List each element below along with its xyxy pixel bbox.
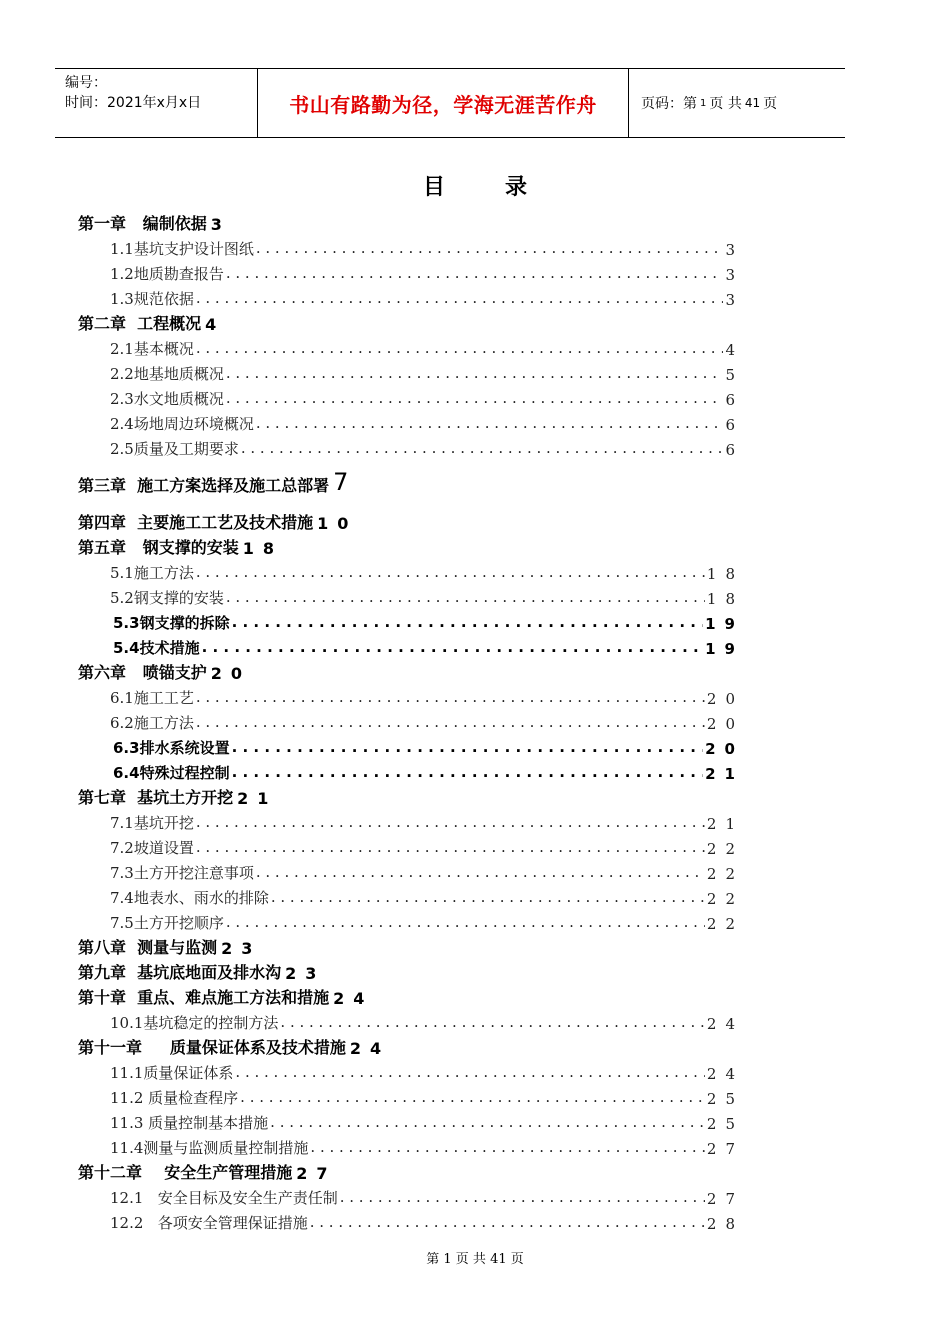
- toc-entry-label: 第十一章 质量保证体系及技术措施: [78, 1038, 346, 1057]
- toc-leader-dots: [310, 1138, 705, 1158]
- toc-entry-page: 20: [705, 740, 744, 758]
- toc-entry-page: 22: [706, 865, 744, 883]
- toc-entry-page: 24: [706, 1015, 744, 1033]
- toc-entry[interactable]: [0, 360, 950, 384]
- toc-entry-page: 24: [706, 1065, 744, 1083]
- toc-entry[interactable]: [0, 909, 950, 933]
- toc-leader-dots: [226, 588, 705, 608]
- toc-leader-dots: [196, 838, 705, 858]
- toc-entry-label: 第七章 基坑土方开挖: [78, 788, 234, 807]
- toc-entry-page: 19: [705, 615, 744, 633]
- toc-entry-label: 5.4技术措施: [113, 639, 200, 657]
- toc-entry-page: 23: [221, 939, 262, 958]
- toc-leader-dots: [202, 638, 704, 658]
- toc-entry-label: 2.4场地周边环境概况: [110, 415, 254, 433]
- toc-leader-dots: [226, 389, 724, 409]
- toc-entry-label: 第十章 重点、难点施工方法和措施: [78, 988, 330, 1007]
- page-header: [55, 68, 845, 138]
- toc-entry-page: 20: [706, 690, 744, 708]
- toc-leader-dots: [241, 439, 724, 459]
- toc-leader-dots: [196, 688, 705, 708]
- toc-leader-dots: [196, 813, 705, 833]
- toc-entry[interactable]: [0, 385, 950, 409]
- page-current: 1: [700, 97, 707, 109]
- toc-entry[interactable]: [0, 1084, 950, 1108]
- toc-entry-label: 1.2地质勘查报告: [110, 265, 224, 283]
- toc-entry-page: 25: [706, 1115, 744, 1133]
- toc-leader-dots: [271, 888, 705, 908]
- toc-entry-label: 7.2坡道设置: [110, 839, 194, 857]
- toc-entry[interactable]: [0, 235, 950, 259]
- toc-entry-page: 28: [706, 1215, 744, 1233]
- toc-entry[interactable]: [0, 1159, 950, 1183]
- footer-total: 41: [490, 1252, 507, 1267]
- toc-entry-page: 20: [210, 664, 251, 683]
- toc-entry[interactable]: [0, 959, 950, 983]
- toc-entry[interactable]: [0, 809, 950, 833]
- toc-entry[interactable]: [0, 759, 950, 783]
- toc-entry-label: 5.2钢支撑的安装: [110, 589, 224, 607]
- toc-entry[interactable]: [0, 1209, 950, 1233]
- toc-entry-page: 21: [706, 815, 744, 833]
- toc-entry[interactable]: [0, 834, 950, 858]
- toc-entry-page: 22: [706, 890, 744, 908]
- toc-entry[interactable]: [0, 1034, 950, 1058]
- toc-leader-dots: [196, 563, 705, 583]
- toc-leader-dots: [310, 1213, 705, 1233]
- document-number-label: 编号：: [65, 75, 107, 91]
- footer-mid: 页 共: [455, 1252, 486, 1267]
- document-time-label: 时间：2021年x月x日: [65, 95, 202, 111]
- toc-entry[interactable]: [0, 410, 950, 434]
- toc-entry-page: 7: [333, 472, 349, 496]
- toc-entry-label: 2.1基本概况: [110, 340, 194, 358]
- toc-entry-page: 4: [205, 315, 226, 334]
- toc-entry-page: 3: [725, 266, 744, 284]
- toc-entry-page: 10: [317, 514, 358, 533]
- header-divider: [628, 69, 629, 137]
- toc-entry-label: 10.1基坑稳定的控制方法: [110, 1014, 279, 1032]
- toc-leader-dots: [196, 289, 724, 309]
- toc-entry[interactable]: [0, 934, 950, 958]
- toc-entry-page: 23: [285, 964, 326, 983]
- toc-leader-dots: [196, 713, 705, 733]
- footer-current: 1: [443, 1252, 452, 1267]
- page-total: 41: [744, 96, 761, 110]
- toc-entry-label: 6.4特殊过程控制: [113, 764, 230, 782]
- toc-entry-page: 5: [725, 366, 744, 384]
- toc-entry[interactable]: [0, 984, 950, 1008]
- toc-leader-dots: [226, 364, 724, 384]
- page-suffix: 页: [763, 96, 778, 112]
- toc-entry-page: 22: [706, 840, 744, 858]
- toc-leader-dots: [270, 1113, 705, 1133]
- toc-entry-label: 第四章 主要施工工艺及技术措施: [78, 513, 314, 532]
- toc-entry-page: 24: [349, 1039, 391, 1058]
- toc-entry-page: 3: [725, 241, 744, 259]
- toc-entry[interactable]: [0, 472, 950, 496]
- toc-entry-label: 第三章 施工方案选择及施工总部署: [78, 476, 330, 495]
- toc-entry[interactable]: [0, 285, 950, 309]
- page-footer: [0, 1248, 950, 1267]
- toc-entry-label: 2.2地基地质概况: [110, 365, 224, 383]
- toc-entry-page: 6: [725, 391, 744, 409]
- toc-entry-label: 11.4测量与监测质量控制措施: [110, 1139, 309, 1157]
- toc-entry[interactable]: [0, 335, 950, 359]
- toc-leader-dots: [226, 913, 705, 933]
- toc-title: 目录: [422, 175, 587, 200]
- footer-suffix: 页: [510, 1252, 524, 1267]
- toc-entry[interactable]: [0, 884, 950, 908]
- toc-entry-label: 6.2施工方法: [110, 714, 194, 732]
- toc-entry-label: 第六章 喷锚支护: [78, 663, 207, 682]
- toc-entry-label: 6.3排水系统设置: [113, 739, 230, 757]
- header-meta: [65, 73, 201, 113]
- toc-entry[interactable]: [0, 435, 950, 459]
- toc-entry-page: 19: [705, 640, 744, 658]
- toc-entry[interactable]: [0, 1134, 950, 1158]
- toc-entry[interactable]: [0, 1184, 950, 1208]
- page-mid: 页 共: [709, 96, 742, 112]
- toc-entry[interactable]: [0, 534, 950, 558]
- toc-entry-label: 7.1基坑开挖: [110, 814, 194, 832]
- toc-leader-dots: [280, 1013, 705, 1033]
- toc-entry[interactable]: [0, 1059, 950, 1083]
- toc-leader-dots: [256, 414, 724, 434]
- toc-entry[interactable]: [0, 210, 950, 234]
- toc-entry[interactable]: [0, 1109, 950, 1133]
- toc-entry-page: 25: [706, 1090, 744, 1108]
- toc-leader-dots: [232, 613, 704, 633]
- toc-entry-page: 24: [333, 989, 374, 1008]
- toc-entry-label: 第九章 基坑底地面及排水沟: [78, 963, 282, 982]
- toc-leader-dots: [232, 763, 704, 783]
- toc-entry[interactable]: [0, 509, 950, 533]
- toc-entry-label: 第八章 测量与监测: [78, 938, 218, 957]
- toc-entry-page: 4: [725, 341, 744, 359]
- toc-leader-dots: [235, 1063, 705, 1083]
- toc-entry-label: 第二章 工程概况: [78, 314, 202, 333]
- toc-entry-label: 2.3水文地质概况: [110, 390, 224, 408]
- toc-entry[interactable]: [0, 310, 950, 334]
- toc-entry[interactable]: [0, 684, 950, 708]
- toc-entry-label: 6.1施工工艺: [110, 689, 194, 707]
- toc-entry-label: 11.2 质量检查程序: [110, 1089, 239, 1107]
- toc-entry-label: 12.1 安全目标及安全生产责任制: [110, 1189, 338, 1207]
- toc-entry[interactable]: [0, 609, 950, 633]
- toc-entry[interactable]: [0, 659, 950, 683]
- page-prefix: 页码：第: [641, 96, 697, 112]
- toc-entry[interactable]: [0, 784, 950, 808]
- toc-entry-page: 3: [725, 291, 744, 309]
- toc-entry[interactable]: [0, 859, 950, 883]
- toc-entry-label: 1.1基坑支护设计图纸: [110, 240, 254, 258]
- toc-entry-label: 5.3钢支撑的拆除: [113, 614, 230, 632]
- toc-leader-dots: [196, 339, 724, 359]
- toc-entry-label: 7.5土方开挖顺序: [110, 914, 224, 932]
- toc-entry-label: 7.3土方开挖注意事项: [110, 864, 254, 882]
- toc-entry[interactable]: [0, 634, 950, 658]
- toc-entry-page: 18: [706, 590, 744, 608]
- toc-entry-page: 18: [242, 539, 283, 558]
- toc-entry-page: 6: [725, 416, 744, 434]
- toc-entry[interactable]: [0, 260, 950, 284]
- toc-entry[interactable]: [0, 1009, 950, 1033]
- toc-entry-page: 3: [210, 215, 231, 234]
- toc-entry-label: 11.1质量保证体系: [110, 1064, 234, 1082]
- toc-leader-dots: [256, 239, 724, 259]
- toc-entry-label: 5.1施工方法: [110, 564, 194, 582]
- toc-entry-page: 21: [705, 765, 744, 783]
- toc-entry-label: 12.2 各项安全管理保证措施: [110, 1214, 308, 1232]
- toc-entry-label: 第十二章 安全生产管理措施: [78, 1163, 293, 1182]
- header-motto: 书山有路勤为径，学海无涯苦作舟: [289, 92, 597, 117]
- toc-leader-dots: [226, 264, 724, 284]
- toc-entry-page: 6: [725, 441, 744, 459]
- toc-entry-label: 1.3规范依据: [110, 290, 194, 308]
- toc-entry-page: 27: [296, 1164, 337, 1183]
- toc-entry-page: 20: [706, 715, 744, 733]
- toc-entry-label: 第一章 编制依据: [78, 214, 207, 233]
- toc-leader-dots: [240, 1088, 705, 1108]
- toc-leader-dots: [232, 738, 704, 758]
- toc-entry-label: 第五章 钢支撑的安装: [78, 538, 239, 557]
- toc-entry-label: 2.5质量及工期要求: [110, 440, 239, 458]
- toc-entry[interactable]: [0, 734, 950, 758]
- footer-prefix: 第: [426, 1252, 440, 1267]
- toc-entry[interactable]: [0, 584, 950, 608]
- toc-leader-dots: [340, 1188, 705, 1208]
- toc-entry-page: 27: [706, 1140, 744, 1158]
- toc-entry-label: 7.4地表水、雨水的排除: [110, 889, 269, 907]
- toc-entry[interactable]: [0, 709, 950, 733]
- toc-entry-label: 11.3 质量控制基本措施: [110, 1114, 269, 1132]
- toc-entry-page: 18: [706, 565, 744, 583]
- toc-entry-page: 22: [706, 915, 744, 933]
- header-page-info: [641, 69, 777, 137]
- toc-entry[interactable]: [0, 559, 950, 583]
- toc-entry-page: 21: [237, 789, 278, 808]
- toc-entry-page: 27: [706, 1190, 744, 1208]
- toc-leader-dots: [256, 863, 705, 883]
